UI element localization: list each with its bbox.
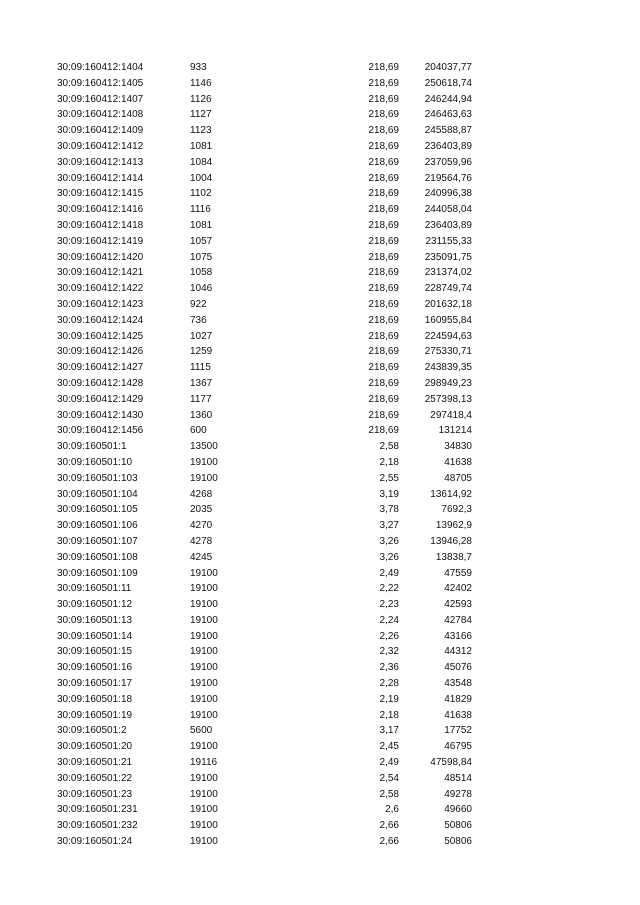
table-row <box>0 802 640 818</box>
area-cell: 736 <box>190 314 207 326</box>
value-cell: 298949,23 <box>424 377 472 389</box>
value-cell: 48705 <box>444 472 472 484</box>
table-row <box>0 250 640 266</box>
table-row <box>0 76 640 92</box>
table-row <box>0 60 640 76</box>
cadastral-number-cell: 30:09:160412:1429 <box>57 393 144 405</box>
cadastral-number-cell: 30:09:160412:1423 <box>57 298 144 310</box>
table-row <box>0 581 640 597</box>
table-row <box>0 676 640 692</box>
cadastral-number-cell: 30:09:160501:103 <box>57 472 138 484</box>
rate-cell: 2,66 <box>379 836 399 848</box>
value-cell: 49660 <box>444 804 472 816</box>
cadastral-number-cell: 30:09:160412:1405 <box>57 77 144 89</box>
rate-cell: 218,69 <box>368 219 399 231</box>
rate-cell: 3,26 <box>379 535 399 547</box>
cadastral-number-cell: 30:09:160412:1412 <box>57 140 144 152</box>
value-cell: 13614,92 <box>430 488 472 500</box>
value-cell: 237059,96 <box>424 156 472 168</box>
value-cell: 17752 <box>444 725 472 737</box>
cadastral-number-cell: 30:09:160412:1427 <box>57 362 144 374</box>
value-cell: 13946,28 <box>430 535 472 547</box>
rate-cell: 2,45 <box>379 741 399 753</box>
rate-cell: 218,69 <box>368 125 399 137</box>
cadastral-number-cell: 30:09:160501:231 <box>57 804 138 816</box>
cadastral-number-cell: 30:09:160501:19 <box>57 709 133 721</box>
cadastral-number-cell: 30:09:160412:1408 <box>57 109 144 121</box>
area-cell: 1081 <box>190 219 213 231</box>
area-cell: 19100 <box>190 614 218 626</box>
area-cell: 1126 <box>190 93 212 105</box>
area-cell: 1127 <box>190 109 212 121</box>
cadastral-number-cell: 30:09:160412:1422 <box>57 283 144 295</box>
area-cell: 1075 <box>190 251 213 263</box>
cadastral-number-cell: 30:09:160501:1 <box>57 441 127 453</box>
rate-cell: 2,66 <box>379 820 399 832</box>
value-cell: 240996,38 <box>424 188 472 200</box>
rate-cell: 2,55 <box>379 472 399 484</box>
area-cell: 1123 <box>190 125 212 137</box>
rate-cell: 2,18 <box>379 709 399 721</box>
table-row <box>0 644 640 660</box>
table-row <box>0 408 640 424</box>
data-table <box>0 60 640 850</box>
value-cell: 243839,35 <box>424 362 472 374</box>
cadastral-number-cell: 30:09:160501:2 <box>57 725 127 737</box>
cadastral-number-cell: 30:09:160501:12 <box>57 599 133 611</box>
table-row <box>0 487 640 503</box>
cadastral-number-cell: 30:09:160412:1416 <box>57 204 144 216</box>
table-row <box>0 613 640 629</box>
value-cell: 204037,77 <box>424 62 472 73</box>
area-cell: 19116 <box>190 757 218 769</box>
rate-cell: 218,69 <box>368 172 399 184</box>
area-cell: 1146 <box>190 77 212 89</box>
rate-cell: 2,24 <box>379 614 399 626</box>
value-cell: 48514 <box>444 772 472 784</box>
value-cell: 231374,02 <box>424 267 472 279</box>
rate-cell: 218,69 <box>368 62 399 73</box>
value-cell: 246463,63 <box>424 109 472 121</box>
rate-cell: 3,78 <box>379 504 399 516</box>
area-cell: 19100 <box>190 788 218 800</box>
value-cell: 43548 <box>444 678 472 690</box>
value-cell: 34830 <box>444 441 472 453</box>
table-row <box>0 218 640 234</box>
rate-cell: 2,36 <box>379 662 399 674</box>
rate-cell: 218,69 <box>368 314 399 326</box>
rate-cell: 3,26 <box>379 551 399 563</box>
area-cell: 19100 <box>190 646 218 658</box>
cadastral-number-cell: 30:09:160412:1428 <box>57 377 144 389</box>
area-cell: 4270 <box>190 520 213 532</box>
cadastral-number-cell: 30:09:160501:14 <box>57 630 133 642</box>
cadastral-number-cell: 30:09:160501:24 <box>57 836 133 848</box>
value-cell: 47598,84 <box>430 757 472 769</box>
cadastral-number-cell: 30:09:160412:1413 <box>57 156 144 168</box>
cadastral-number-cell: 30:09:160501:17 <box>57 678 133 690</box>
value-cell: 45076 <box>444 662 472 674</box>
value-cell: 275330,71 <box>424 346 472 358</box>
value-cell: 13838,7 <box>435 551 472 563</box>
value-cell: 42784 <box>444 614 472 626</box>
rate-cell: 2,49 <box>379 757 399 769</box>
area-cell: 1057 <box>190 235 213 247</box>
area-cell: 1058 <box>190 267 213 279</box>
area-cell: 19100 <box>190 820 218 832</box>
table-row <box>0 471 640 487</box>
rate-cell: 218,69 <box>368 425 399 437</box>
rate-cell: 2,22 <box>379 583 399 595</box>
rate-cell: 3,17 <box>379 725 399 737</box>
area-cell: 19100 <box>190 836 218 848</box>
rate-cell: 2,18 <box>379 456 399 468</box>
value-cell: 42593 <box>444 599 472 611</box>
rate-cell: 3,19 <box>379 488 399 500</box>
rate-cell: 218,69 <box>368 77 399 89</box>
table-row <box>0 708 640 724</box>
table-row <box>0 123 640 139</box>
table-row <box>0 566 640 582</box>
table-row <box>0 818 640 834</box>
value-cell: 41829 <box>444 693 472 705</box>
rate-cell: 2,19 <box>379 693 399 705</box>
cadastral-number-cell: 30:09:160501:18 <box>57 693 133 705</box>
rate-cell: 218,69 <box>368 409 399 421</box>
table-row <box>0 202 640 218</box>
cadastral-number-cell: 30:09:160412:1456 <box>57 425 144 437</box>
table-row <box>0 502 640 518</box>
rate-cell: 2,23 <box>379 599 399 611</box>
table-row <box>0 550 640 566</box>
table-row <box>0 107 640 123</box>
cadastral-number-cell: 30:09:160501:106 <box>57 520 138 532</box>
area-cell: 933 <box>190 62 207 73</box>
area-cell: 1081 <box>190 140 213 152</box>
area-cell: 5600 <box>190 725 213 737</box>
cadastral-number-cell: 30:09:160501:104 <box>57 488 138 500</box>
cadastral-number-cell: 30:09:160412:1414 <box>57 172 144 184</box>
table-row <box>0 423 640 439</box>
table-row <box>0 439 640 455</box>
rate-cell: 218,69 <box>368 330 399 342</box>
cadastral-number-cell: 30:09:160501:108 <box>57 551 138 563</box>
value-cell: 219564,76 <box>424 172 472 184</box>
table-row <box>0 186 640 202</box>
cadastral-number-cell: 30:09:160412:1418 <box>57 219 144 231</box>
cadastral-number-cell: 30:09:160501:107 <box>57 535 138 547</box>
area-cell: 19100 <box>190 630 218 642</box>
area-cell: 600 <box>190 425 207 437</box>
area-cell: 19100 <box>190 472 218 484</box>
area-cell: 1259 <box>190 346 213 358</box>
cadastral-number-cell: 30:09:160501:22 <box>57 772 133 784</box>
value-cell: 246244,94 <box>424 93 472 105</box>
area-cell: 19100 <box>190 678 218 690</box>
cadastral-number-cell: 30:09:160412:1421 <box>57 267 144 279</box>
value-cell: 201632,18 <box>424 298 472 310</box>
cadastral-number-cell: 30:09:160412:1409 <box>57 125 144 137</box>
cadastral-number-cell: 30:09:160412:1424 <box>57 314 144 326</box>
cadastral-number-cell: 30:09:160501:109 <box>57 567 138 579</box>
table-row <box>0 597 640 613</box>
rate-cell: 218,69 <box>368 298 399 310</box>
table-row <box>0 92 640 108</box>
area-cell: 19100 <box>190 693 218 705</box>
cadastral-number-cell: 30:09:160501:16 <box>57 662 133 674</box>
cadastral-number-cell: 30:09:160412:1425 <box>57 330 144 342</box>
value-cell: 42402 <box>444 583 472 595</box>
rate-cell: 218,69 <box>368 109 399 121</box>
cadastral-number-cell: 30:09:160501:11 <box>57 583 132 595</box>
area-cell: 19100 <box>190 456 218 468</box>
rate-cell: 218,69 <box>368 346 399 358</box>
table-row <box>0 629 640 645</box>
value-cell: 47559 <box>444 567 472 579</box>
rate-cell: 218,69 <box>368 156 399 168</box>
rate-cell: 218,69 <box>368 93 399 105</box>
table-row <box>0 755 640 771</box>
cadastral-number-cell: 30:09:160501:15 <box>57 646 133 658</box>
area-cell: 1177 <box>190 393 212 405</box>
table-row <box>0 297 640 313</box>
area-cell: 1102 <box>190 188 212 200</box>
table-row <box>0 518 640 534</box>
area-cell: 922 <box>190 298 207 310</box>
rate-cell: 3,27 <box>379 520 399 532</box>
cadastral-number-cell: 30:09:160501:13 <box>57 614 133 626</box>
area-cell: 4268 <box>190 488 213 500</box>
table-row <box>0 392 640 408</box>
area-cell: 19100 <box>190 709 218 721</box>
value-cell: 41638 <box>444 456 472 468</box>
rate-cell: 2,32 <box>379 646 399 658</box>
value-cell: 44312 <box>444 646 472 658</box>
value-cell: 131214 <box>438 425 472 437</box>
value-cell: 41638 <box>444 709 472 721</box>
area-cell: 19100 <box>190 599 218 611</box>
cadastral-number-cell: 30:09:160501:23 <box>57 788 133 800</box>
rate-cell: 218,69 <box>368 140 399 152</box>
table-row <box>0 534 640 550</box>
area-cell: 1367 <box>190 377 213 389</box>
rate-cell: 218,69 <box>368 283 399 295</box>
value-cell: 236403,89 <box>424 219 472 231</box>
value-cell: 236403,89 <box>424 140 472 152</box>
table-row <box>0 455 640 471</box>
rate-cell: 218,69 <box>368 377 399 389</box>
value-cell: 50806 <box>444 836 472 848</box>
cadastral-number-cell: 30:09:160501:20 <box>57 741 133 753</box>
area-cell: 1046 <box>190 283 213 295</box>
rate-cell: 218,69 <box>368 204 399 216</box>
cadastral-number-cell: 30:09:160501:105 <box>57 504 138 516</box>
area-cell: 1084 <box>190 156 213 168</box>
table-row <box>0 344 640 360</box>
cadastral-number-cell: 30:09:160412:1407 <box>57 93 144 105</box>
table-row <box>0 834 640 850</box>
value-cell: 224594,63 <box>424 330 472 342</box>
table-row <box>0 771 640 787</box>
rate-cell: 218,69 <box>368 235 399 247</box>
area-cell: 13500 <box>190 441 218 453</box>
table-row <box>0 265 640 281</box>
rate-cell: 2,58 <box>379 788 399 800</box>
value-cell: 244058,04 <box>424 204 472 216</box>
area-cell: 19100 <box>190 741 218 753</box>
cadastral-number-cell: 30:09:160412:1430 <box>57 409 144 421</box>
table-row <box>0 234 640 250</box>
area-cell: 1116 <box>190 204 211 216</box>
rate-cell: 218,69 <box>368 251 399 263</box>
cadastral-number-cell: 30:09:160412:1404 <box>57 62 144 73</box>
table-row <box>0 723 640 739</box>
area-cell: 19100 <box>190 583 218 595</box>
area-cell: 1360 <box>190 409 213 421</box>
area-cell: 4278 <box>190 535 213 547</box>
value-cell: 228749,74 <box>424 283 472 295</box>
area-cell: 19100 <box>190 804 218 816</box>
table-row <box>0 313 640 329</box>
value-cell: 231155,33 <box>425 235 472 247</box>
rate-cell: 2,54 <box>379 772 399 784</box>
cadastral-number-cell: 30:09:160501:10 <box>57 456 133 468</box>
area-cell: 1115 <box>190 362 211 374</box>
value-cell: 50806 <box>444 820 472 832</box>
rate-cell: 2,49 <box>379 567 399 579</box>
table-row <box>0 281 640 297</box>
rate-cell: 218,69 <box>368 267 399 279</box>
value-cell: 160955,84 <box>424 314 472 326</box>
cadastral-number-cell: 30:09:160412:1420 <box>57 251 144 263</box>
cadastral-number-cell: 30:09:160412:1415 <box>57 188 144 200</box>
table-row <box>0 155 640 171</box>
value-cell: 46795 <box>444 741 472 753</box>
area-cell: 19100 <box>190 567 218 579</box>
table-row <box>0 692 640 708</box>
rate-cell: 2,6 <box>385 804 399 816</box>
value-cell: 245588,87 <box>424 125 472 137</box>
table-row <box>0 171 640 187</box>
table-row <box>0 329 640 345</box>
area-cell: 2035 <box>190 504 213 516</box>
value-cell: 297418,4 <box>430 409 472 421</box>
table-row <box>0 360 640 376</box>
area-cell: 1027 <box>190 330 213 342</box>
cadastral-number-cell: 30:09:160501:21 <box>57 757 133 769</box>
value-cell: 235091,75 <box>424 251 472 263</box>
area-cell: 19100 <box>190 772 218 784</box>
value-cell: 43166 <box>444 630 472 642</box>
rate-cell: 218,69 <box>368 188 399 200</box>
rate-cell: 2,58 <box>379 441 399 453</box>
rate-cell: 2,28 <box>379 678 399 690</box>
cadastral-number-cell: 30:09:160412:1426 <box>57 346 144 358</box>
cadastral-number-cell: 30:09:160501:232 <box>57 820 138 832</box>
area-cell: 19100 <box>190 662 218 674</box>
value-cell: 257398,13 <box>424 393 472 405</box>
table-row <box>0 376 640 392</box>
rate-cell: 218,69 <box>368 362 399 374</box>
value-cell: 7692,3 <box>441 504 472 516</box>
area-cell: 1004 <box>190 172 213 184</box>
value-cell: 250618,74 <box>424 77 472 89</box>
value-cell: 13962,9 <box>435 520 472 532</box>
table-row <box>0 787 640 803</box>
area-cell: 4245 <box>190 551 213 563</box>
rate-cell: 218,69 <box>368 393 399 405</box>
value-cell: 49278 <box>444 788 472 800</box>
table-row <box>0 660 640 676</box>
cadastral-number-cell: 30:09:160412:1419 <box>57 235 144 247</box>
table-row <box>0 739 640 755</box>
rate-cell: 2,26 <box>379 630 399 642</box>
table-row <box>0 139 640 155</box>
